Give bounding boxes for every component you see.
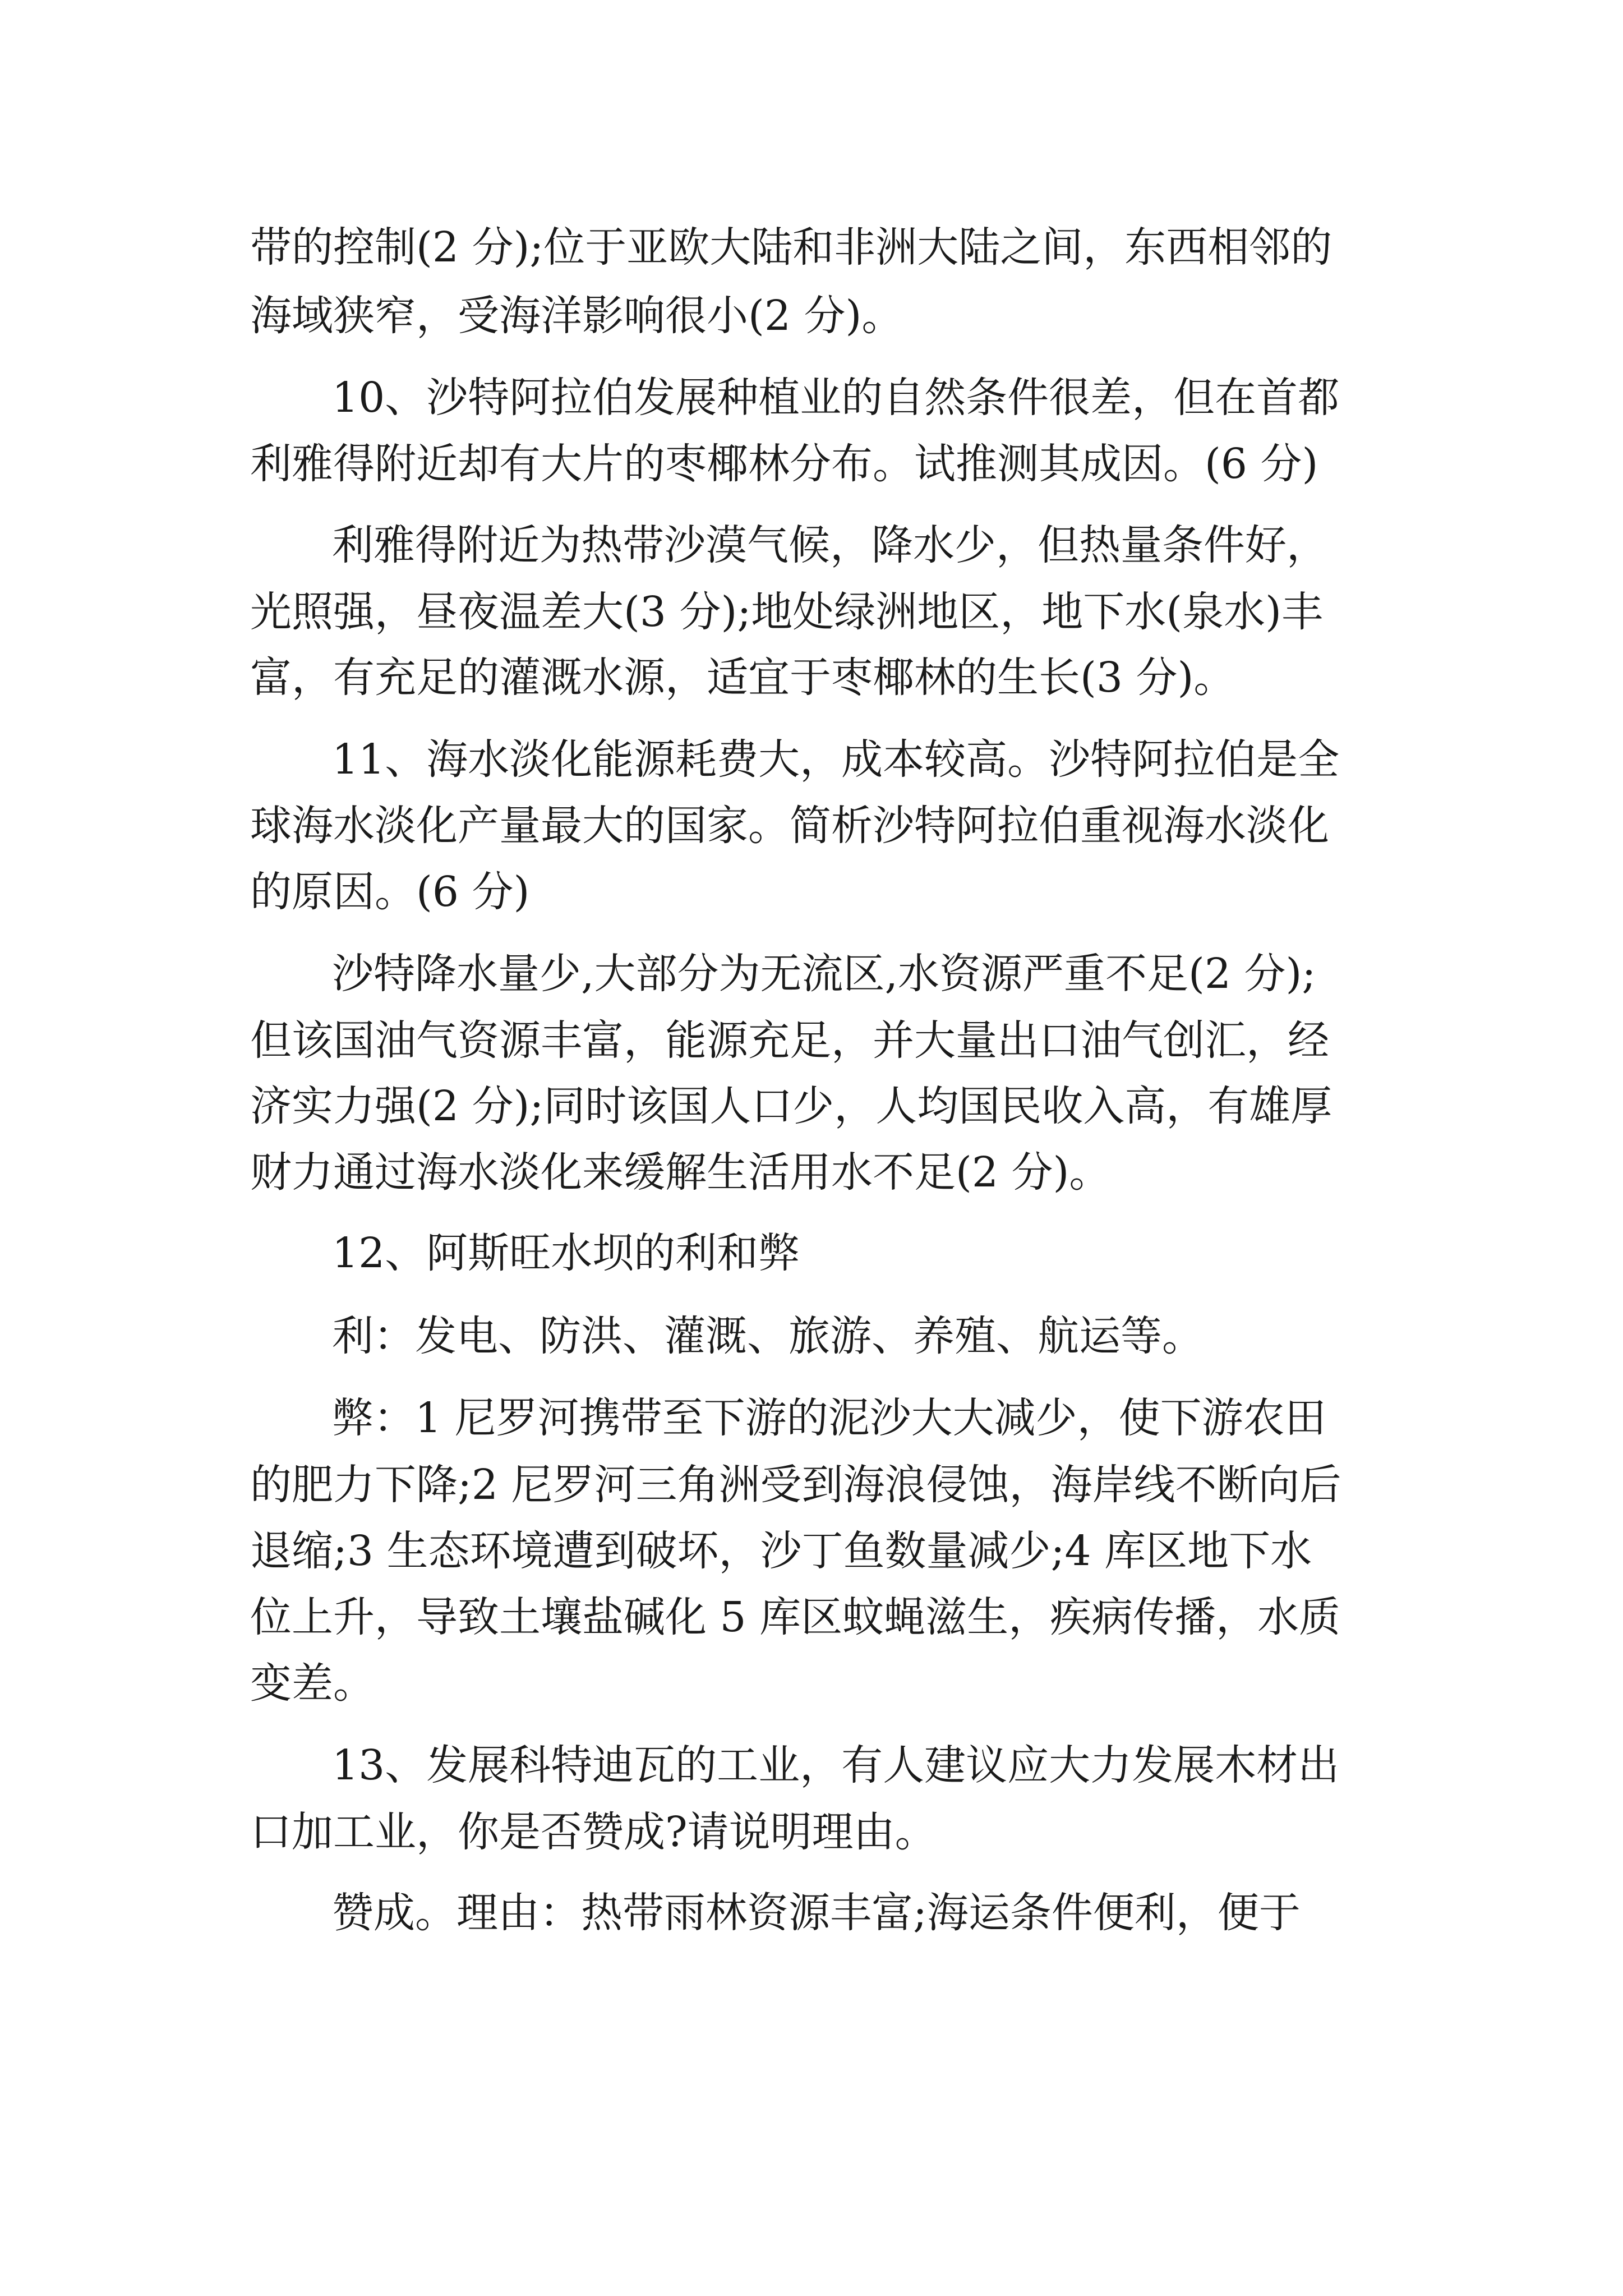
text-line: 变差。 — [250, 1659, 375, 1708]
text-line: 球海水淡化产量最大的国家。简析沙特阿拉伯重视海水淡化 — [250, 802, 1329, 850]
text-line: 口加工业，你是否赞成?请说明理由。 — [250, 1808, 937, 1856]
text-line: 赞成。理由：热带雨林资源丰富;海运条件便利，便于 — [332, 1889, 1301, 1937]
text-line: 沙特降水量少,大部分为无流区,水资源严重不足(2 分); — [332, 950, 1316, 998]
text-line: 光照强，昼夜温差大(3 分);地处绿洲地区，地下水(泉水)丰 — [250, 588, 1324, 636]
text-line: 11、海水淡化能源耗费大，成本较高。沙特阿拉伯是全 — [332, 735, 1340, 784]
text-line: 但该国油气资源丰富，能源充足，并大量出口油气创汇，经 — [250, 1016, 1329, 1065]
text-line: 弊：1 尼罗河携带至下游的泥沙大大减少，使下游农田 — [332, 1394, 1326, 1442]
text-line: 利雅得附近为热带沙漠气候，降水少，但热量条件好， — [332, 521, 1328, 569]
text-line: 的肥力下降;2 尼罗河三角洲受到海浪侵蚀，海岸线不断向后 — [250, 1461, 1341, 1509]
text-line: 12、阿斯旺水坝的利和弊 — [332, 1229, 800, 1277]
text-line: 利：发电、防洪、灌溉、旅游、养殖、航运等。 — [332, 1312, 1204, 1360]
text-line: 10、沙特阿拉伯发展种植业的自然条件很差，但在首都 — [332, 374, 1340, 422]
text-line: 财力通过海水淡化来缓解生活用水不足(2 分)。 — [250, 1148, 1111, 1197]
text-line: 济实力强(2 分);同时该国人口少，人均国民收入高，有雄厚 — [250, 1082, 1332, 1130]
text-line: 海域狭窄，受海洋影响很小(2 分)。 — [250, 292, 903, 340]
text-line: 位上升，导致土壤盐碱化 5 库区蚊蝇滋生，疾病传播，水质 — [250, 1593, 1341, 1641]
text-line: 13、发展科特迪瓦的工业，有人建议应大力发展木材出 — [332, 1741, 1340, 1789]
text-line: 带的控制(2 分);位于亚欧大陆和非洲大陆之间，东西相邻的 — [250, 223, 1332, 272]
text-line: 利雅得附近却有大片的枣椰林分布。试推测其成因。(6 分) — [250, 440, 1318, 488]
text-line: 的原因。(6 分) — [250, 868, 530, 916]
text-line: 退缩;3 生态环境遭到破坏，沙丁鱼数量减少;4 库区地下水 — [250, 1527, 1312, 1575]
text-line: 富，有充足的灌溉水源，适宜于枣椰林的生长(3 分)。 — [250, 654, 1235, 702]
